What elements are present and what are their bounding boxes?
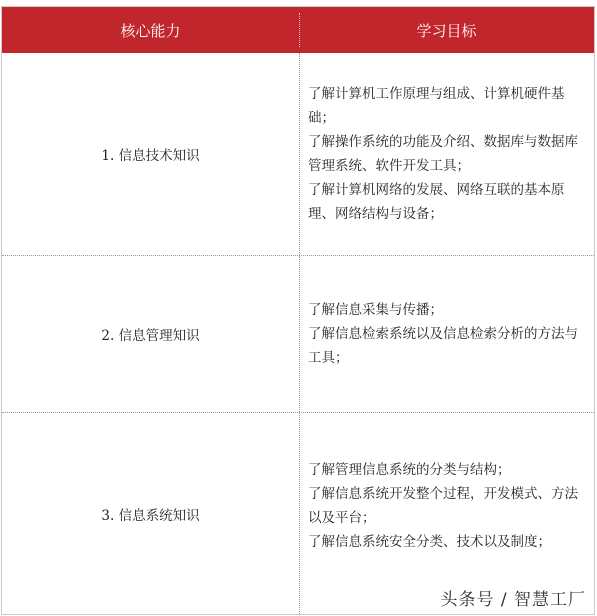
column-divider: [299, 53, 300, 255]
header-core-ability: 核心能力: [120, 21, 181, 40]
curriculum-table: [1, 6, 595, 615]
goal-item: 了解操作系统的功能及介绍、数据库与数据库管理系统、软件开发工具；: [308, 134, 578, 174]
goal-item: 了解信息系统安全分类、技术以及制度；: [308, 533, 551, 550]
table-row: [2, 413, 594, 614]
goals-cell: [308, 413, 586, 614]
goal-item: 了解管理信息系统的分类与结构；: [308, 461, 511, 478]
goals-cell: [308, 256, 586, 412]
column-divider: [299, 256, 300, 412]
table-header: [2, 7, 594, 53]
ability-cell: 2. 信息管理知识: [101, 328, 200, 344]
table-row: [2, 53, 594, 255]
column-divider: [299, 413, 300, 614]
header-learning-goals: 学习目标: [416, 21, 477, 40]
ability-cell: 1. 信息技术知识: [101, 148, 200, 164]
goal-item: 了解信息采集与传播；: [308, 302, 443, 318]
goal-item: 了解信息系统开发整个过程，开发模式、方法以及平台；: [308, 485, 578, 526]
ability-cell: 3. 信息系统知识: [101, 507, 200, 524]
header-divider: [299, 13, 300, 47]
watermark: 头条号 / 智慧工厂: [440, 590, 586, 610]
table-row: [2, 256, 594, 412]
goals-cell: [308, 53, 586, 255]
goal-item: 了解计算机工作原理与组成、计算机硬件基础；: [308, 86, 565, 126]
goal-item: 了解信息检索系统以及信息检索分析的方法与工具；: [308, 326, 578, 366]
goal-item: 了解计算机网络的发展、网络互联的基本原理、网络结构与设备；: [308, 182, 565, 222]
